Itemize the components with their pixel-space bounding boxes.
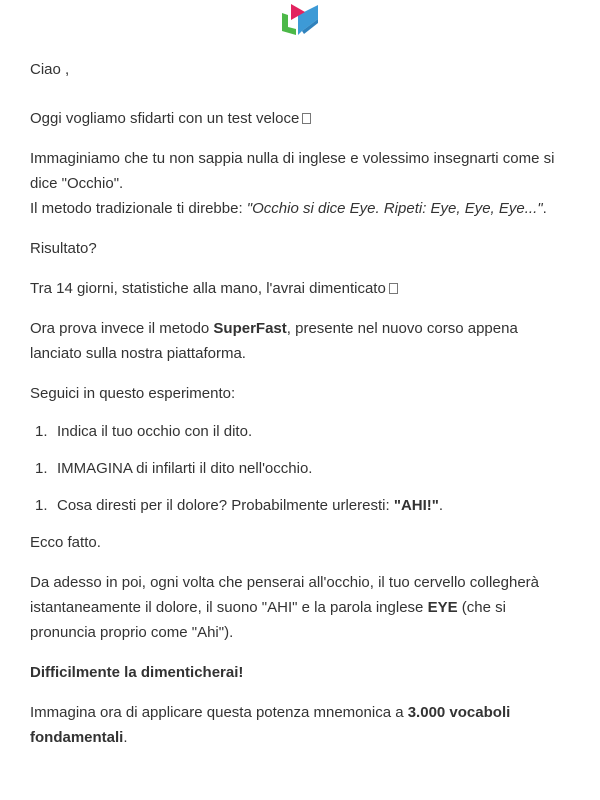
superfast-paragraph: [30, 316, 570, 366]
superfast-name: SuperFast: [213, 320, 287, 337]
hard-to-forget-text: Difficilmente la dimenticherai!: [30, 664, 244, 681]
step-number: 1.: [35, 497, 48, 514]
imagine-text: Immaginiamo che tu non sappia nulla di inglese e volessimo insegnarti come si dice "Occhio".: [30, 150, 555, 192]
period: .: [123, 729, 128, 746]
eye-word: EYE: [427, 599, 458, 616]
association-suffix: (che si pronuncia proprio come "Ahi").: [30, 599, 506, 641]
emoji-placeholder-icon: [389, 283, 398, 294]
superfast-suffix: , presente nel nuovo corso appena lanciato sulla nostra piattaforma.: [30, 320, 518, 362]
step-number: 1.: [35, 423, 48, 440]
period: .: [438, 497, 444, 514]
brand-logo-icon: [278, 1, 322, 37]
step-bold-text: "AHI!": [393, 497, 439, 514]
period: .: [542, 200, 547, 217]
step-text: IMMAGINA di infilarti il dito nell'occhio.: [57, 460, 313, 477]
step-item: [30, 456, 570, 481]
association-prefix: Da adesso in poi, ogni volta che penserai all'occhio, il tuo cervello collegherà istantaneamente il dolore, il suono "AHI" e la parola inglese: [30, 574, 539, 616]
traditional-method-text: Il metodo tradizionale ti direbbe:: [30, 200, 247, 217]
step-number: 1.: [35, 460, 48, 477]
intro-paragraph: [30, 106, 570, 131]
greeting: Ciao ,: [30, 61, 70, 78]
email-body: [0, 57, 600, 750]
step-text: Indica il tuo occhio con il dito.: [57, 423, 253, 440]
emoji-placeholder-icon: [302, 113, 311, 124]
logo-container: [0, 0, 600, 41]
forget-text: Tra 14 giorni, statistiche alla mano, l'avrai dimenticato: [30, 280, 386, 297]
traditional-method-paragraph: [30, 146, 570, 221]
traditional-quote: "Occhio si dice Eye. Ripeti: Eye, Eye, Eye...": [246, 200, 543, 217]
done-text: Ecco fatto.: [30, 534, 101, 551]
hard-to-forget: [30, 660, 570, 685]
vocabulary-paragraph: [30, 700, 570, 750]
experiment-intro: Seguici in questo esperimento:: [30, 385, 236, 402]
step-text: Cosa diresti per il dolore? Probabilmente urleresti:: [57, 497, 394, 514]
step-item: [30, 493, 570, 518]
vocabulary-count: 3.000 vocaboli fondamentali: [30, 704, 511, 746]
intro-text: Oggi vogliamo sfidarti con un test veloce: [30, 110, 300, 127]
result-question: Risultato?: [30, 240, 97, 257]
forget-paragraph: [30, 276, 570, 301]
superfast-prefix: Ora prova invece il metodo: [30, 320, 214, 337]
step-item: [30, 419, 570, 444]
association-paragraph: [30, 570, 570, 645]
vocabulary-prefix: Immagina ora di applicare questa potenza mnemonica a: [30, 704, 408, 721]
